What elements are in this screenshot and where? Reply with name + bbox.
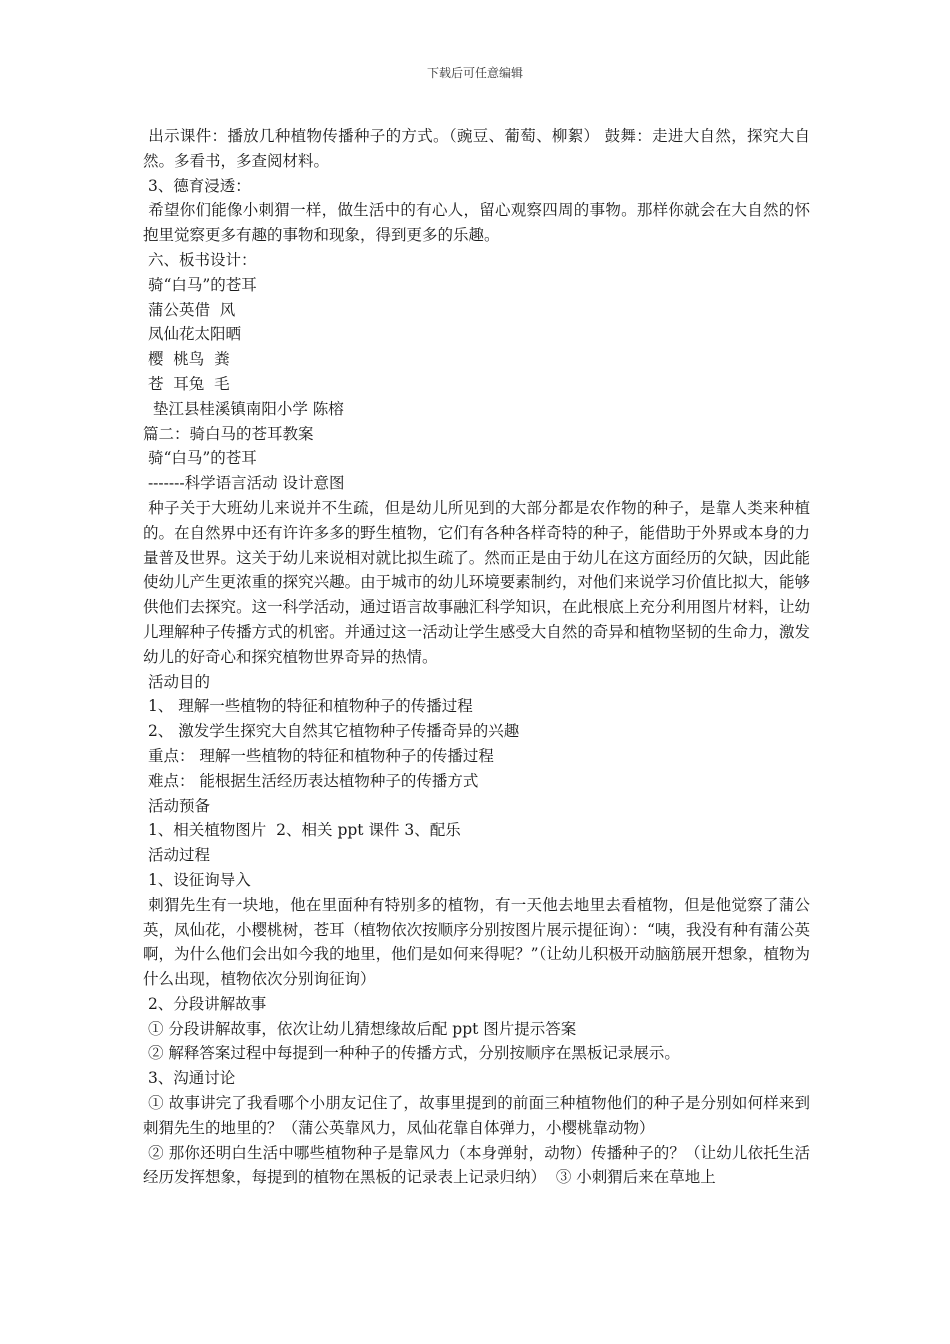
board-line: 蒲公英借 风 <box>143 300 236 319</box>
list-item: ① 分段讲解故事，依次让幼儿猜想缘故后配 ppt 图片提示答案 <box>143 1019 577 1038</box>
author-line: 垫江县桂溪镇南阳小学 陈榕 <box>143 399 344 418</box>
paragraph: 出示课件：播放几种植物传播种子的方式。（豌豆、葡萄、柳絮） 鼓舞：走进大自然，探究大自然。多看书，多查阅材料。 <box>143 127 810 170</box>
list-item: 1、设征询导入 <box>143 870 251 889</box>
paragraph: ① 故事讲完了我看哪个小朋友记住了，故事里提到的前面三种植物他们的种子是分别如何样来到刺猬先生的地里的？（蒲公英靠风力，凤仙花靠自体弹力，小樱桃靠动物） <box>143 1094 810 1137</box>
lesson-title: 骑“白马”的苍耳 <box>143 449 257 468</box>
list-item: 3、沟通讨论 <box>143 1069 236 1088</box>
lesson-subtitle: -------科学语言活动 设计意图 <box>143 474 345 493</box>
page-header: 下载后可任意编辑 <box>426 66 523 80</box>
key-point: 重点： 理解一些植物的特征和植物种子的传播过程 <box>143 746 494 765</box>
heading-preparation: 活动预备 <box>143 796 210 815</box>
heading-board-design: 六、板书设计： <box>143 250 257 269</box>
list-item: 1、 理解一些植物的特征和植物种子的传播过程 <box>143 697 473 716</box>
board-line: 骑“白马”的苍耳 <box>143 275 257 294</box>
board-line: 凤仙花太阳晒 <box>143 325 241 344</box>
heading-process: 活动过程 <box>143 846 210 865</box>
heading-moral-education: 3、德育浸透： <box>143 176 251 195</box>
board-line: 樱 桃鸟 粪 <box>143 350 230 369</box>
paragraph: 种子关于大班幼儿来说并不生疏，但是幼儿所见到的大部分都是农作物的种子，是靠人类来种植的。在自然界中还有许许多多的野生植物，它们有各种各样奇特的种子，能借助于外界或本身的力量普及世界。这关于幼儿来说相对就比拟生疏了。然而正是由于幼儿在这方面经历的欠缺，因此能使幼儿产生更浓重的探究兴趣。由于城市的幼儿环境要素制约，对他们来说学习价值比拟大，能够供他们去探究。这一科学活动，通过语言故事融汇科学知识，在此根底上充分利用图片材料，让幼儿理解种子传播方式的机密。并通过这一活动让学生感受大自然的奇异和植物坚韧的生命力，激发幼儿的好奇心和探究植物世界奇异的热情。 <box>143 498 810 666</box>
list-item: ② 解释答案过程中每提到一种种子的传播方式，分别按顺序在黑板记录展示。 <box>143 1044 680 1063</box>
board-line: 苍 耳兔 毛 <box>143 374 230 393</box>
paragraph: 刺猬先生有一块地，他在里面种有特别多的植物，有一天他去地里去看植物，但是他觉察了蒲公英，凤仙花，小樱桃树，苍耳（植物依次按顺序分别按图片展示提征询）：“咦，我没有种有蒲公英啊，为什么他们会出如今我的地里，他们是如何来得呢？”（让幼儿积极开动脑筋展开想象，植物为什么出现，植物依次分别询征询） <box>143 895 810 989</box>
document-body <box>143 124 810 1190</box>
list-item: 1、相关植物图片 2、相关 ppt 课件 3、配乐 <box>143 821 461 840</box>
list-item: 2、 激发学生探究大自然其它植物种子传播奇异的兴趣 <box>143 722 520 741</box>
list-item: 2、分段讲解故事 <box>143 994 267 1013</box>
heading-goals: 活动目的 <box>143 672 210 691</box>
paragraph: 希望你们能像小刺猬一样，做生活中的有心人，留心观察四周的事物。那样你就会在大自然的怀抱里觉察更多有趣的事物和现象，得到更多的乐趣。 <box>143 201 810 245</box>
paragraph: ② 那你还明白生活中哪些植物种子是靠风力（本身弹射，动物）传播种子的？（让幼儿依托生活经历发挥想象，每提到的植物在黑板的记录表上记录归纳） ③ 小刺猬后来在草地上 <box>143 1143 810 1187</box>
section-title: 篇二：骑白马的苍耳教案 <box>143 424 314 443</box>
difficult-point: 难点： 能根据生活经历表达植物种子的传播方式 <box>143 771 479 790</box>
